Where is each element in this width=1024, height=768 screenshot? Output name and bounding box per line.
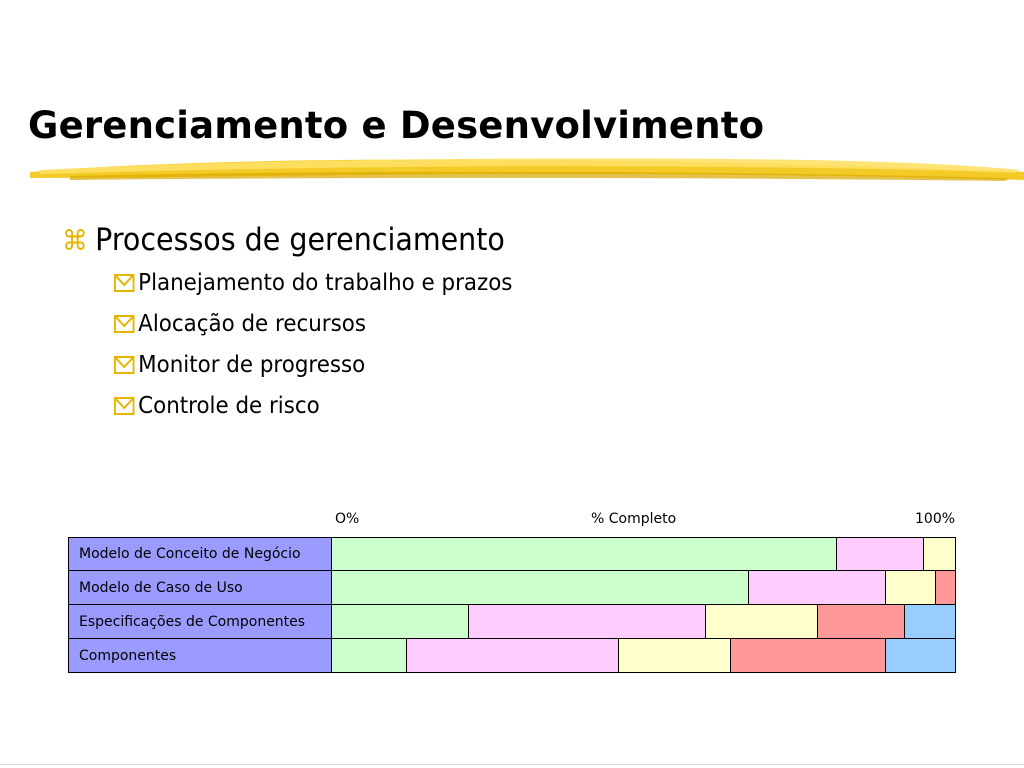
envelope-bullet-icon <box>114 355 134 375</box>
chart-row <box>68 639 956 673</box>
sub-bullet-list <box>114 262 543 426</box>
envelope-bullet-icon <box>114 314 134 334</box>
sub-bullet-item <box>114 262 513 303</box>
bar-segment <box>469 605 706 638</box>
bar-segment <box>619 639 731 672</box>
column-label-middle: % Completo <box>591 511 677 527</box>
chart-row <box>68 605 956 639</box>
row-label: Modelo de Conceito de Negócio <box>68 537 332 571</box>
stacked-bar <box>332 639 956 673</box>
stacked-bar <box>332 605 956 639</box>
bullet-text: Processos de gerenciamento <box>95 222 505 258</box>
sub-bullet-text: Alocação de recursos <box>138 310 366 337</box>
column-label-start: O% <box>335 511 360 527</box>
row-label: Especificações de Componentes <box>68 605 332 639</box>
envelope-bullet-icon <box>114 273 134 293</box>
chart-row <box>68 537 956 571</box>
bar-segment <box>332 639 407 672</box>
footer-divider <box>0 764 1024 765</box>
row-label: Modelo de Caso de Uso <box>68 571 332 605</box>
progress-chart <box>68 537 956 673</box>
chart-row <box>68 571 956 605</box>
bar-segment <box>818 605 905 638</box>
sub-bullet-item <box>114 303 513 344</box>
stacked-bar <box>332 571 956 605</box>
bar-segment <box>407 639 619 672</box>
sub-bullet-item <box>114 344 513 385</box>
sub-bullet-text: Controle de risco <box>138 392 320 419</box>
bar-segment <box>905 605 955 638</box>
bar-segment <box>837 538 924 570</box>
bar-segment <box>731 639 887 672</box>
bar-segment <box>749 571 886 604</box>
envelope-bullet-icon <box>114 396 134 416</box>
bar-segment <box>332 538 837 570</box>
slide-title: Gerenciamento e Desenvolvimento <box>28 104 765 147</box>
bullet-list <box>62 218 543 426</box>
row-label: Componentes <box>68 639 332 673</box>
sub-bullet-text: Monitor de progresso <box>138 351 366 378</box>
stacked-bar <box>332 537 956 571</box>
brush-stroke-underline <box>30 150 1024 190</box>
bar-segment <box>924 538 955 570</box>
sub-bullet-text: Planejamento do trabalho e prazos <box>138 269 513 296</box>
bar-segment <box>332 571 749 604</box>
bullet-item <box>62 218 505 262</box>
bar-segment <box>886 639 955 672</box>
sub-bullet-item <box>114 385 513 426</box>
bar-segment <box>936 571 955 604</box>
column-label-end: 100% <box>915 511 956 527</box>
command-bullet-icon: ⌘ <box>62 223 88 257</box>
bar-segment <box>332 605 469 638</box>
bar-segment <box>886 571 936 604</box>
bar-segment <box>706 605 818 638</box>
